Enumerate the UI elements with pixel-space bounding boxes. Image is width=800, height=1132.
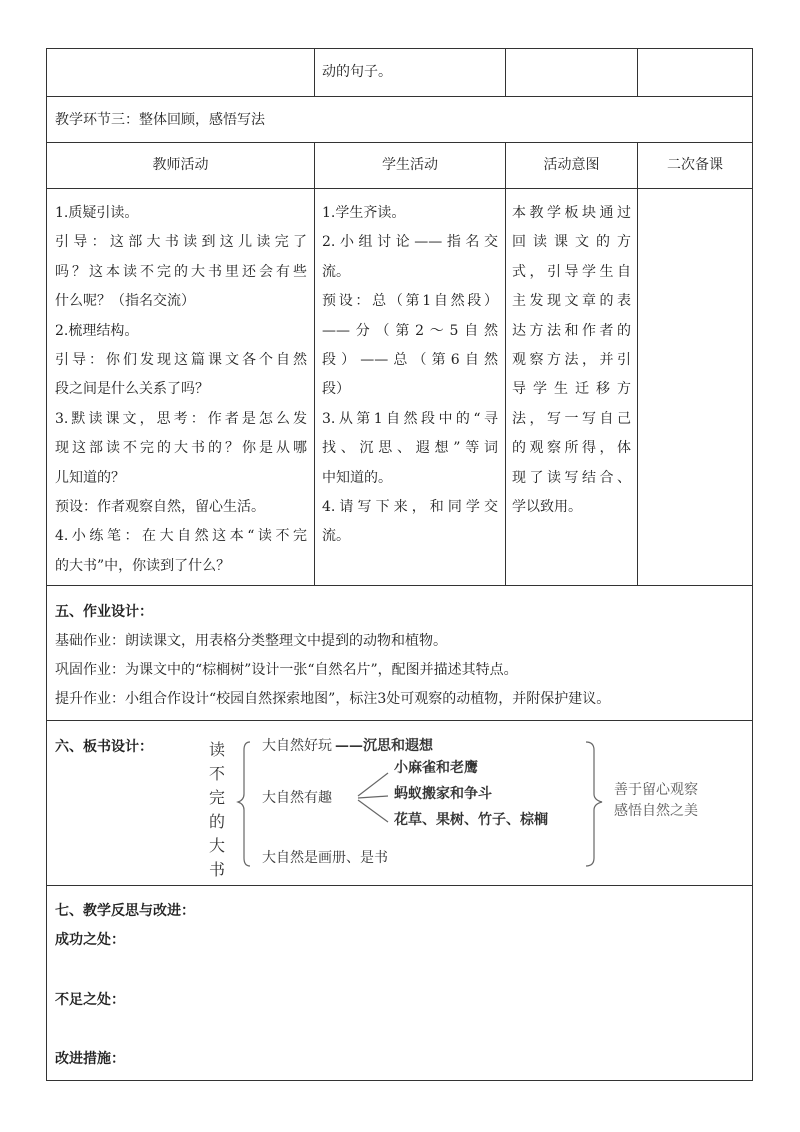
board-vertical-char: 读 (208, 740, 225, 759)
teacher-line: 预设：作者观察自然，留心生活。 (55, 498, 265, 515)
intent-line: 现了读写结合、 (512, 469, 631, 486)
header-intent: 活动意图 (543, 157, 600, 173)
board-vertical-char: 大 (208, 836, 225, 855)
student-line: 段） (322, 381, 350, 398)
board-summary-beauty: 感悟自然之美 (614, 803, 698, 819)
teacher-line: 1.质疑引读。 (55, 205, 139, 221)
student-line: 中知道的。 (322, 469, 392, 486)
board-vertical-char: 不 (208, 764, 225, 783)
homework-consolidate: 巩固作业：为课文中的“棕榈树”设计一张“自然名片”，配图并描述其特点。 (55, 662, 518, 678)
teacher-line: 4.小练笔：在大自然这本“读不完 (55, 528, 307, 545)
teacher-line: 的大书”中，你读到了什么？ (55, 557, 231, 574)
header-second: 二次备课 (667, 157, 723, 173)
teacher-line: 什么呢？（指名交流） (55, 293, 195, 310)
top-row-text: 动的句子。 (322, 64, 392, 80)
section-title: 教学环节三：整体回顾，感悟写法 (55, 112, 265, 128)
reflection-success: 成功之处： (55, 932, 125, 948)
teacher-line: 段之间是什么关系了吗？ (55, 381, 209, 398)
board-summary-observe: 善于留心观察 (614, 782, 698, 798)
teacher-line: 现这部读不完的大书的？你是从哪 (55, 440, 307, 457)
homework-improve: 提升作业：小组合作设计“校园自然探索地图”，标注3处可观察的动植物，并附保护建议。 (55, 691, 611, 707)
intent-line: 本教学板块通过 (512, 205, 631, 221)
teacher-line: 引导：你们发现这篇课文各个自然 (55, 351, 307, 368)
intent-line: 回读课文的方 (512, 234, 631, 251)
student-line: 4.请写下来，和同学交 (322, 498, 498, 515)
reflection-shortcoming: 不足之处： (55, 992, 125, 1008)
teacher-line: 儿知道的？ (55, 469, 125, 486)
teacher-line: 吗？这本读不完的大书里还会有些 (55, 263, 307, 280)
board-item-interesting: 大自然有趣 (262, 790, 332, 806)
teacher-line: 2.梳理结构。 (55, 322, 139, 339)
board-title: 六、板书设计： (55, 739, 153, 755)
header-teacher: 教师活动 (152, 157, 209, 173)
board-vertical-char: 的 (208, 812, 225, 831)
intent-line: 法，写一写自己 (512, 410, 631, 427)
homework-title: 五、作业设计： (55, 604, 153, 620)
intent-line: 主发现文章的表 (512, 293, 631, 310)
student-line: 1.学生齐读。 (322, 205, 406, 221)
intent-line: 学以致用。 (512, 498, 582, 515)
intent-line: 达方法和作者的 (512, 322, 631, 339)
board-item-book: 大自然是画册、是书 (262, 850, 388, 866)
intent-line: 导学生迁移方 (512, 381, 631, 398)
board-item-fun-detail: ——沉思和遐想 (335, 738, 433, 754)
student-line: 2.小组讨论——指名交 (322, 234, 498, 251)
student-line: 找、沉思、遐想”等词 (322, 440, 498, 457)
board-vertical-char: 完 (208, 788, 225, 807)
board-sub-plants: 花草、果树、竹子、棕榈 (394, 812, 548, 828)
teacher-line: 3.默读课文，思考：作者是怎么发 (55, 410, 307, 427)
student-line: 流。 (322, 528, 350, 545)
reflection-title: 七、教学反思与改进： (55, 903, 195, 919)
homework-basic: 基础作业：朗读课文，用表格分类整理文中提到的动物和植物。 (55, 633, 447, 649)
board-item-fun: 大自然好玩 (262, 738, 332, 754)
student-line: 3.从第1自然段中的“寻 (322, 410, 498, 427)
student-line: 流。 (322, 263, 350, 280)
student-line: ——分（第2～5自然 (322, 322, 498, 339)
teacher-line: 引导：这部大书读到这儿读完了 (55, 234, 307, 251)
intent-line: 式，引导学生自 (512, 263, 631, 280)
intent-line: 观察方法，并引 (512, 351, 631, 368)
board-sub-ants: 蚂蚁搬家和争斗 (394, 786, 492, 802)
student-line: 段）——总（第6自然 (322, 351, 498, 368)
board-vertical-char: 书 (208, 860, 225, 879)
student-line: 预设：总（第1自然段） (322, 293, 498, 310)
intent-line: 的观察所得，体 (512, 440, 631, 457)
board-sub-birds: 小麻雀和老鹰 (394, 760, 478, 776)
reflection-improve: 改进措施： (55, 1051, 125, 1067)
header-student: 学生活动 (382, 157, 438, 173)
